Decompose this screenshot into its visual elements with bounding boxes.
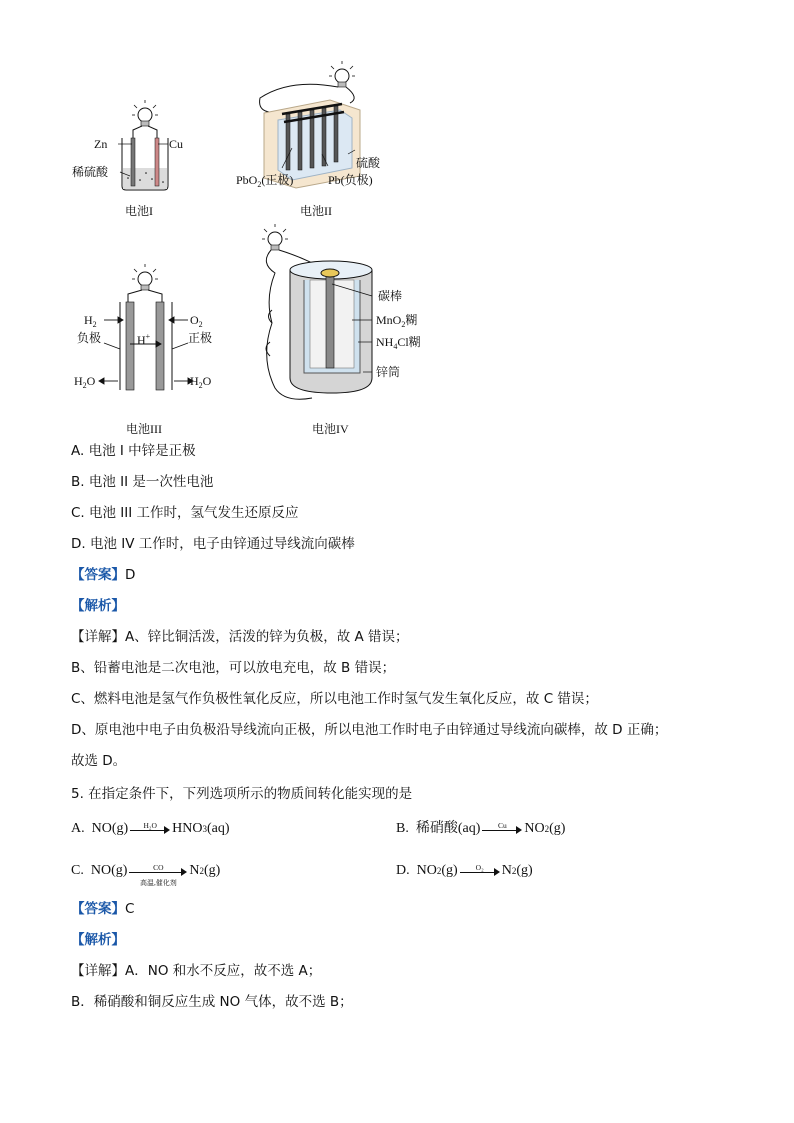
cell3-h2o-left: H <box>74 374 83 388</box>
detail-tag: 【详解】 <box>71 629 125 645</box>
q5-option-c: C. NO(g) CO 高温,催化剂 N 2 (g) <box>71 863 221 887</box>
cell1-caption: 电池I <box>125 204 153 218</box>
cell3-h2o-right: H <box>190 374 199 388</box>
q4-answer-line <box>71 566 135 584</box>
q4-option-b: B. 电池 II 是一次性电池 <box>71 474 214 490</box>
detail-tag: 【详解】 <box>71 963 125 979</box>
svg-text:PbO2(正极): PbO$_2$(正极) <box>236 173 294 189</box>
svg-text:H2: $H_2$ <box>84 313 97 329</box>
cell4-caption: 电池IV <box>312 422 349 436</box>
q5-detail-line-b: B．稀硝酸和铜反应生成 NO 气体，故不选 B； <box>71 994 353 1010</box>
q5-answer: C <box>125 901 135 917</box>
cell2-pbo2-label: PbO <box>236 173 258 187</box>
q5-answer-line <box>71 900 134 918</box>
cell3-hplus-label: H <box>137 333 146 347</box>
q4-analysis-line <box>71 597 125 615</box>
reaction-arrow: O₂ <box>460 865 500 877</box>
q4-option-d: D. 电池 IV 工作时，电子由锌通过导线流向碳棒 <box>71 536 355 552</box>
cell2-acid-label: 硫酸 <box>356 156 381 170</box>
cell4-zinc-label: 锌筒 <box>376 365 401 379</box>
analysis-tag: 【解析】 <box>71 598 125 614</box>
cell4-nh4cl-label: NH <box>376 335 394 349</box>
q4-detail-line-d: D、原电池中电子由负极沿导线流向正极，所以电池工作时电子由锌通过导线流向碳棒，故 D 正确； <box>71 722 668 738</box>
cell1-acid-label: 稀硫酸 <box>72 165 109 179</box>
svg-text:H+: H+ <box>137 332 151 347</box>
reaction-arrow: Cu <box>482 823 522 835</box>
cell2-caption: 电池II <box>300 204 332 218</box>
q5-option-b: B. 稀硝酸(aq) Cu NO 2 (g) <box>396 821 566 836</box>
q4-detail-line-c: C、燃料电池是氢气作负极性氧化反应，所以电池工作时氢气发生氧化反应，故 C 错误； <box>71 691 598 707</box>
cell1-cu-label: Cu <box>169 137 184 151</box>
cell3-o2-label: O <box>190 313 199 327</box>
svg-text:O2: $O_2$ <box>190 313 203 329</box>
cell4-rod-label: 碳棒 <box>378 289 403 303</box>
reaction-arrow: H₂O <box>130 823 170 835</box>
q4-conclusion: 故选 D。 <box>71 753 127 769</box>
cell4-mno2-label: MnO <box>376 313 402 327</box>
q4-detail-line-b: B、铅蓄电池是二次电池，可以放电充电，故 B 错误； <box>71 660 396 676</box>
cell2-pb-label: Pb(负极) <box>328 173 373 187</box>
q4-answer: D <box>125 567 136 583</box>
cell3-caption: 电池III <box>126 422 162 436</box>
svg-text:H2O: $H_2O$ <box>190 374 212 390</box>
q5-analysis-line <box>71 931 125 949</box>
answer-tag: 【答案】 <box>71 901 125 917</box>
q4-detail-line-a: 【详解】A、锌比铜活泼，活泼的锌为负极，故 A 错误； <box>71 629 409 645</box>
q4-option-c: C. 电池 III 工作时，氢气发生还原反应 <box>71 505 299 521</box>
q5-stem: 5. 在指定条件下，下列选项所示的物质间转化能实现的是 <box>71 786 413 802</box>
cell2-diagram <box>236 61 381 218</box>
answer-tag: 【答案】 <box>71 567 125 583</box>
q4-option-a: A. 电池 I 中锌是正极 <box>71 443 196 459</box>
analysis-tag: 【解析】 <box>71 932 125 948</box>
q5-detail-line-a: 【详解】A．NO 和水不反应，故不选 A； <box>71 963 322 979</box>
svg-text:NH4Cl糊: $NH_4Cl$糊 <box>376 335 420 351</box>
reaction-arrow: CO 高温,催化剂 <box>129 865 187 877</box>
svg-text:H2O: $H_2O$ <box>74 374 96 390</box>
battery-figures <box>60 58 420 448</box>
cell3-h2-label: H <box>84 313 93 327</box>
cell3-neg-label: 负极 <box>77 331 102 345</box>
q5-option-d: D. NO 2 (g) O₂ N 2 (g) <box>396 863 533 878</box>
cell1-diagram <box>72 100 183 218</box>
battery-figures-svg <box>60 58 420 448</box>
cell1-zn-label: Zn <box>94 137 108 151</box>
cell3-diagram <box>74 264 212 436</box>
svg-text:MnO2糊: MnO$_2$糊 <box>376 313 418 329</box>
cell3-pos-label: 正极 <box>188 331 213 345</box>
q5-option-a: A. NO(g) H₂O HNO 3 (aq) <box>71 821 230 836</box>
cell4-diagram <box>262 224 420 436</box>
